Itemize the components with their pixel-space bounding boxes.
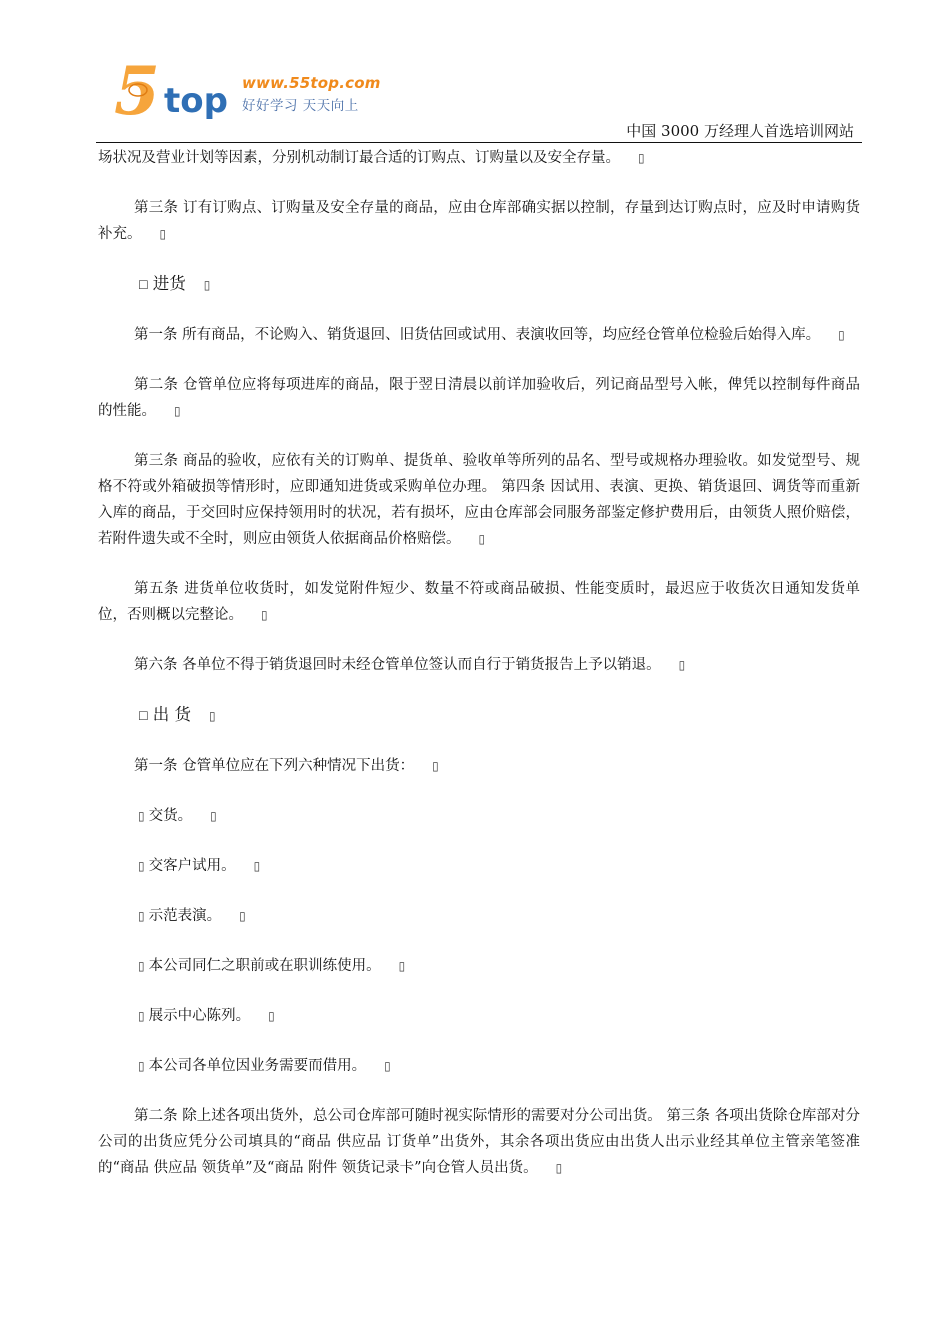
list-item: ▯ 本公司各单位因业务需要而借用。 ▯ bbox=[138, 1058, 391, 1074]
site-logo[interactable] bbox=[112, 52, 402, 126]
list-item: ▯ 示范表演。 ▯ bbox=[138, 908, 246, 924]
paragraph: 第二条 除上述各项出货外，总公司仓库部可随时视实际情形的需要对分公司出货。 第三条 各项出货除仓库部对分公司的出货应凭分公司填具的“商品 供应品 订货单”出货外，其余各项出货应由出货人出示业经其单位主管亲笔签准的“商品 供应品 领货单”及“商品 附件 领货记录卡”向仓管人员出货。 ▯ bbox=[98, 1108, 860, 1176]
paragraph: 第一条 仓管单位应在下列六种情况下出货： ▯ bbox=[134, 758, 439, 774]
logo-word: top bbox=[164, 81, 228, 121]
paragraph: 第五条 进货单位收货时，如发觉附件短少、数量不符或商品破损、性能变质时，最迟应于收货次日通知发货单位，否则概以完整论。 ▯ bbox=[98, 581, 860, 623]
logo-number: 5 bbox=[114, 52, 160, 126]
document-body bbox=[98, 145, 860, 1205]
list-item: ▯ 展示中心陈列。 ▯ bbox=[138, 1008, 275, 1024]
paragraph: 第一条 所有商品，不论购入、销货退回、旧货估回或试用、表演收回等，均应经仓管单位检验后始得入库。 ▯ bbox=[134, 327, 845, 343]
site-tagline: 中国 3000 万经理人首选培训网站 bbox=[626, 122, 854, 140]
logo-url: www.55top.com bbox=[242, 74, 381, 92]
list-item: ▯ 交客户试用。 ▯ bbox=[138, 858, 261, 874]
paragraph: 场状况及营业计划等因素，分别机动制订最合适的订购点、订购量以及安全存量。 ▯ bbox=[98, 150, 645, 166]
logo-graphic bbox=[112, 52, 252, 126]
logo-slogan: 好好学习 天天向上 bbox=[242, 98, 359, 114]
list-item: ▯ 本公司同仁之职前或在职训练使用。 ▯ bbox=[138, 958, 406, 974]
paragraph: 第六条 各单位不得于销货退回时未经仓管单位签认而自行于销货报告上予以销退。 ▯ bbox=[134, 657, 686, 673]
paragraph: 第三条 商品的验收，应依有关的订购单、提货单、验收单等所列的品名、型号或规格办理验收。如发觉型号、规格不符或外箱破损等情形时，应即通知进货或采购单位办理。 第四条 因试用、表演、更换、销货退回、调货等而重新入库的商品，于交回时应保持领用时的状况，若有损坏，应由仓库部会同服务部鉴定修护费用后，由领货人照价赔偿，若附件遗失或不全时，则应由领货人依据商品价格赔偿。 ▯ bbox=[98, 453, 860, 547]
section-heading: ☐ 进货 ▯ bbox=[138, 274, 211, 293]
section-heading: ☐ 出 货 ▯ bbox=[138, 705, 216, 724]
paragraph: 第三条 订有订购点、订购量及安全存量的商品，应由仓库部确实据以控制，存量到达订购点时，应及时申请购货补充。 ▯ bbox=[98, 200, 860, 242]
header-rule bbox=[96, 142, 862, 143]
list-item: ▯ 交货。 ▯ bbox=[138, 808, 217, 824]
paragraph: 第二条 仓管单位应将每项进库的商品，限于翌日清晨以前详加验收后，列记商品型号入帐，俾凭以控制每件商品的性能。 ▯ bbox=[98, 377, 860, 419]
